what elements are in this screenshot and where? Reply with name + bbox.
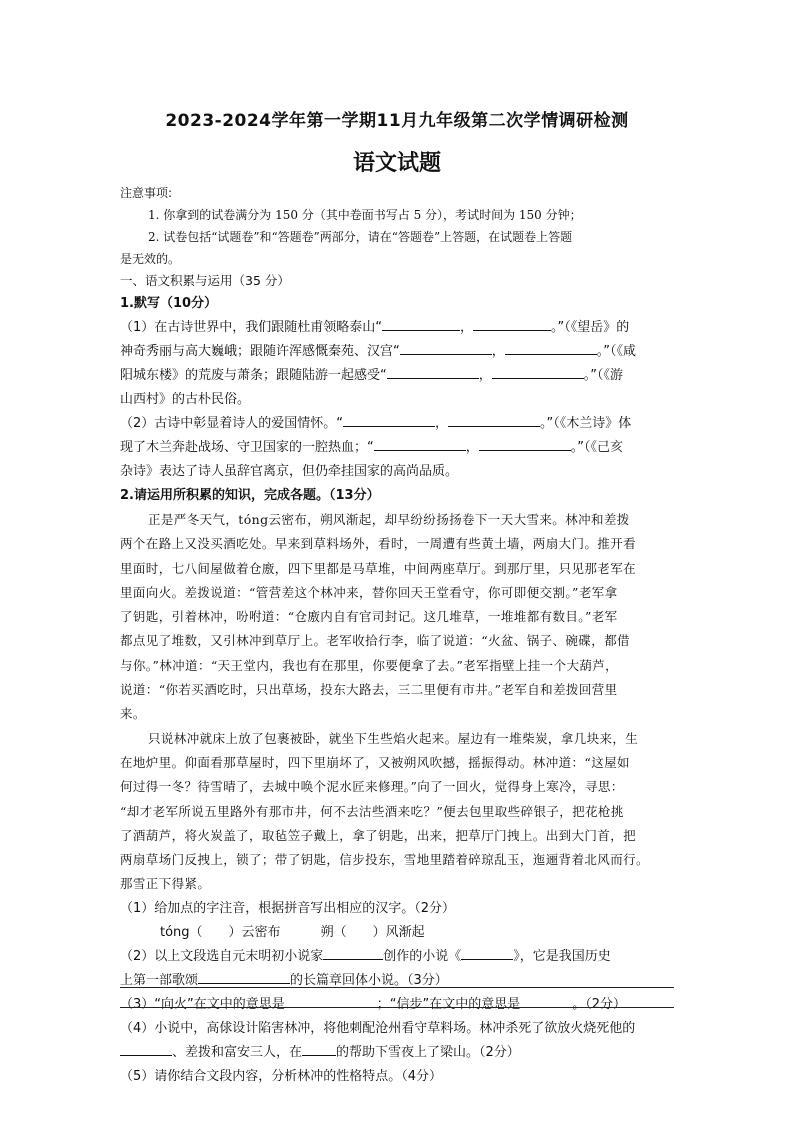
notes-label: 注意事项: bbox=[120, 186, 173, 200]
q2-sub2-line2: 上第一部歌颂 的长篇章回体小说。（3分） bbox=[120, 969, 674, 993]
exam-content bbox=[120, 182, 674, 1089]
answer-line[interactable] bbox=[120, 987, 674, 988]
answer-blank[interactable] bbox=[374, 436, 466, 451]
passage-line: 了钥匙，引着林冲，吩咐道：“仓廒内自有官司封记。这几堆草，一堆堆都有数目。”老军 bbox=[120, 609, 618, 625]
answer-line[interactable] bbox=[120, 1007, 674, 1008]
q1-part1-line3: 阳城东楼》的荒废与萧条；跟随陆游一起感受“ ， 。”（《游 bbox=[120, 364, 674, 388]
exam-title: 2023-2024学年第一学期11月九年级第二次学情调研检测 bbox=[165, 111, 629, 131]
answer-blank[interactable] bbox=[479, 436, 571, 451]
answer-blank[interactable] bbox=[461, 945, 513, 960]
q2-sub1-answers: tóng（ ）云密布 朔（ ）风渐起 bbox=[120, 921, 674, 945]
passage-line: 何过得一冬？待雪晴了，去城中唤个泥水匠来修理。”向了一回火，觉得身上寒冷，寻思： bbox=[120, 779, 624, 795]
q1-part2-line1: （2）古诗中彰显着诗人的爱国情怀。“ ， 。”（《木兰诗》体 bbox=[120, 412, 674, 436]
exam-subtitle: 语文试题 bbox=[352, 151, 441, 176]
passage-line: 在地炉里。仰面看那草屋时，四下里崩坏了，又被朔风吹撼，摇振得动。林冲道：“这屋如 bbox=[120, 754, 630, 770]
answer-blank[interactable] bbox=[448, 412, 540, 427]
passage-line: 两扇草场门反拽上，锁了；带了钥匙，信步投东，雪地里踏着碎琼乱玉，迤逦背着北风而行。 bbox=[120, 852, 649, 868]
passage-line: 只说林冲就床上放了包裹被卧，就坐下生些焰火起来。屋边有一堆柴炭，拿几块来，生 bbox=[148, 730, 639, 746]
q2-sub1: （1）给加点的字注音，根据拼音写出相应的汉字。（2分） bbox=[120, 900, 456, 916]
q2-sub3: （3）“向火”在文中的意思是 ；“信步”在文中的意思是 。（2分） bbox=[120, 993, 674, 1017]
q2-sub4-line1: （4）小说中，高俅设计陷害林冲，将他刺配沧州看守草料场。林冲杀死了欲放火烧死他的 bbox=[120, 1020, 636, 1036]
q1-part1-line2: 神奇秀丽与高大巍峨；跟随许浑感慨秦苑、汉宫“ ， 。”（《咸 bbox=[120, 340, 674, 364]
q2-heading: 2.请运用所积累的知识，完成各题。（13分） bbox=[120, 488, 380, 503]
answer-blank[interactable] bbox=[400, 340, 492, 355]
passage-line: 里面向火。差拨说道：“管营差这个林冲来，替你回天王堂看守，你可即便交割。”老军拿 bbox=[120, 584, 618, 600]
q2-sub4-line2: 、差拨和富安三人，在 的帮助下雪夜上了梁山。（2分） bbox=[120, 1041, 674, 1065]
note-item-2-cont: 是无效的。 bbox=[120, 252, 181, 266]
answer-blank[interactable] bbox=[347, 922, 373, 936]
passage-line: 都点见了堆数，又引林冲到草厅上。老军收拾行李，临了说道：“火盆、锅子、碗碟，都借 bbox=[120, 633, 630, 649]
passage-line: 说道：“你若买酒吃时，只出草场，投东大路去，三二里便有市井。”老军自和差拨回营里 bbox=[120, 682, 618, 698]
answer-blank[interactable] bbox=[323, 945, 383, 960]
q1-heading: 1.默写（10分） bbox=[120, 296, 218, 311]
passage-line: 与你。”林冲道：“天王堂内，我也有在那里，你要便拿了去。”老军指壁上挂一个大葫芦， bbox=[120, 657, 619, 673]
q2-sub2-line1: （2）以上文段选自元末明初小说家 创作的小说《 》，它是我国历史 bbox=[120, 945, 674, 969]
note-item-2: 2. 试卷包括“试题卷”和“答题卷”两部分，请在“答题卷”上答题，在试题卷上答题 bbox=[148, 230, 573, 244]
answer-blank[interactable] bbox=[198, 969, 290, 984]
q1-part2-line3: 杂诗》表达了诗人虽辞官离京，但仍牵挂国家的高尚品质。 bbox=[120, 464, 459, 479]
passage-line: 来。 bbox=[120, 706, 146, 722]
answer-blank[interactable] bbox=[387, 364, 479, 379]
passage-line: 两个在路上又没买酒吃处。早来到草料场外，看时，一周遭有些黄土墙，两扇大门。推开看 bbox=[120, 536, 637, 552]
passage-line: 里面时，七八间屋做着仓廒，四下里都是马草堆，中间两座草厅。到那厅里，只见那老军在 bbox=[120, 560, 637, 576]
note-item-1: 1. 你拿到的试卷满分为 150 分（其中卷面书写占 5 分），考试时间为 150 分钟； bbox=[148, 208, 582, 222]
passage-line: 正是严冬天气，tóng云密布，朔风渐起，却早纷纷扬扬卷下一天大雪来。林冲和差拨 bbox=[148, 512, 630, 527]
section-heading: 一、语文积累与运用（35 分） bbox=[120, 273, 290, 288]
answer-blank[interactable] bbox=[120, 1041, 172, 1056]
answer-blank[interactable] bbox=[382, 316, 460, 331]
answer-blank[interactable] bbox=[203, 922, 229, 936]
answer-blank[interactable] bbox=[302, 1041, 336, 1056]
answer-blank[interactable] bbox=[492, 364, 584, 379]
q1-part1-line1: （1）在古诗世界中，我们跟随杜甫领略泰山“ ， 。”（《望岳》的 bbox=[120, 316, 674, 340]
q1-part2-line2: 现了木兰奔赴战场、守卫国家的一腔热血；“ ， 。”（《己亥 bbox=[120, 436, 674, 460]
answer-blank[interactable] bbox=[343, 412, 435, 427]
answer-blank[interactable] bbox=[473, 316, 551, 331]
q1-part1-line4: 山西村》的古朴民俗。 bbox=[120, 392, 251, 407]
answer-blank[interactable] bbox=[505, 340, 597, 355]
passage-line: “却才老军所说五里路外有那市井，何不去沽些酒来吃？”便去包里取些碎银子，把花枪挑 bbox=[120, 803, 624, 819]
q2-sub5: （5）请你结合文段内容，分析林冲的性格特点。（4分） bbox=[120, 1068, 443, 1084]
passage-line: 了酒葫芦，将火炭盖了，取毡笠子戴上，拿了钥匙，出来，把草厅门拽上。出到大门首，把 bbox=[120, 827, 637, 843]
answer-blank[interactable] bbox=[520, 993, 572, 1008]
answer-blank[interactable] bbox=[285, 993, 377, 1008]
passage-line: 那雪正下得紧。 bbox=[120, 876, 211, 892]
